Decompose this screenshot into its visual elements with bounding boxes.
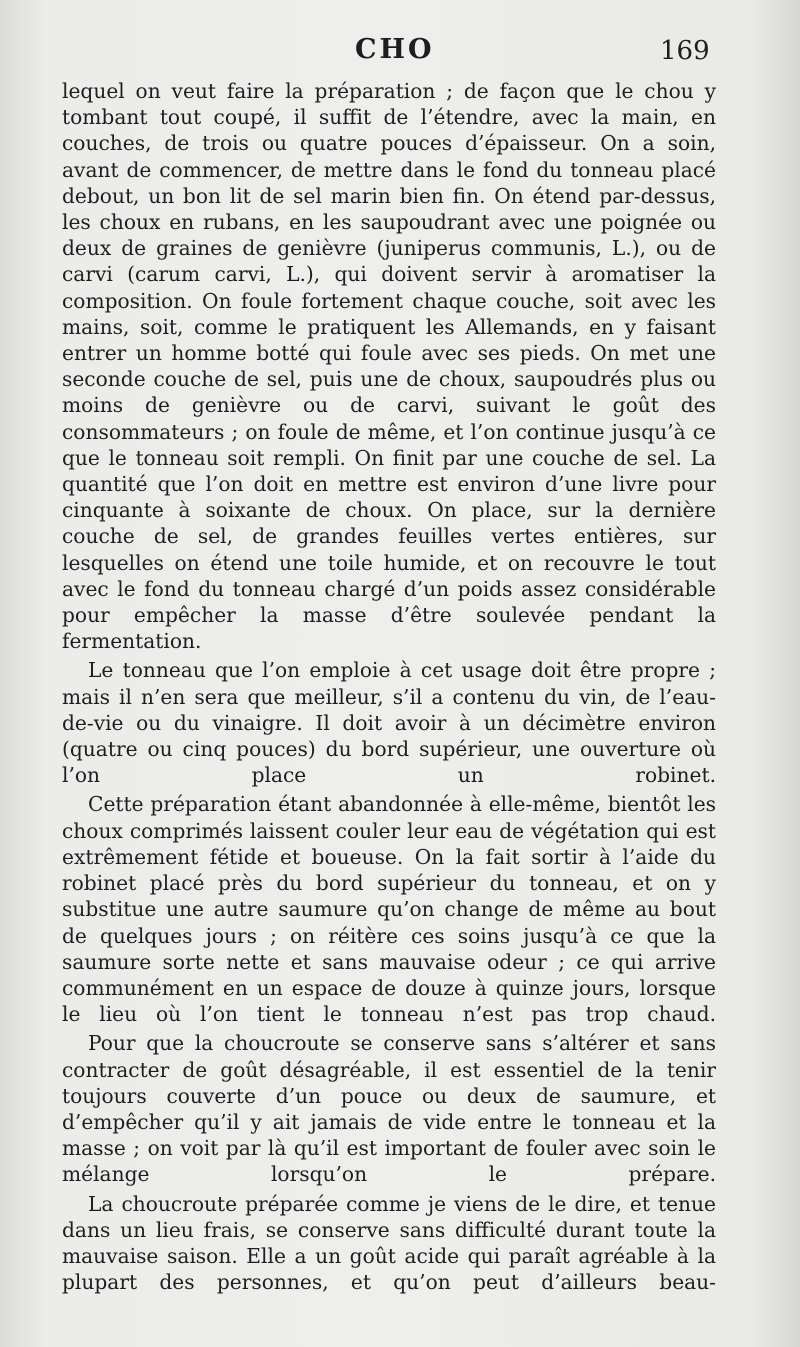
- page-number: 169: [660, 36, 710, 66]
- paragraph-continued: lequel on veut faire la préparation ; de façon que le chou y tombant tout coupé, il suffit de l’étendre, avec la main, en couches, de trois ou quatre pouces d’épaisseur. On a soin, avant de commencer, de mettre dans le fond du tonneau placé debout, un bon lit de sel marin bien fin. On étend par-dessus, les choux en rubans, en les saupoudrant avec une poignée ou deux de graines de genièvre (juniperus communis, L.), ou de carvi (carum carvi, L.), qui doivent servir à aromatiser la composition. On foule fortement chaque couche, soit avec les mains, soit, comme le pratiquent les Allemands, en y faisant entrer un homme botté qui foule avec ses pieds. On met une seconde couche de sel, puis une de choux, saupoudrés plus ou moins de genièvre ou de carvi, suivant le goût des consommateurs ; on foule de même, et l’on continue jusqu’à ce que le tonneau soit rempli. On finit par une couche de sel. La quantité que l’on doit en mettre est environ d’une livre pour cinquante à soixante de choux. On place, sur la dernière couche de sel, de grandes feuilles vertes entières, sur lesquelles on étend une toile humide, et on recouvre le tout avec le fond du tonneau chargé d’un poids assez considérable pour empêcher la masse d’être soulevée pendant la fermentation.: [62, 79, 716, 654]
- page-body: [62, 78, 716, 1295]
- paragraph-conservation: Pour que la choucroute se conserve sans s’altérer et sans contracter de goût désagréable, il est essentiel de la tenir toujours couverte d’un pouce ou deux de saumure, et d’empêcher qu’il y ait jamais de vide entre le tonneau et la masse ; on voit par là qu’il est important de fouler avec soin le mélange lorsqu’on le prépare.: [62, 1031, 716, 1187]
- running-head: [0, 34, 800, 74]
- paragraph-barrel: Le tonneau que l’on emploie à cet usage doit être propre ; mais il n’en sera que meilleur, s’il a contenu du vin, de l’eau-de-vie ou du vinaigre. Il doit avoir à un décimètre environ (quatre ou cinq pouces) du bord supérieur, une ouverture où l’on place un robinet.: [62, 658, 716, 788]
- paragraph-storage: La choucroute préparée comme je viens de le dire, et tenue dans un lieu frais, se conserve sans difficulté durant toute la mauvaise saison. Elle a un goût acide qui paraît agréable à la plupart des personnes, et qu’on peut d’ailleurs beau-: [62, 1191, 716, 1295]
- paragraph-brine: Cette préparation étant abandonnée à elle-même, bientôt les choux comprimés laissent couler leur eau de végétation qui est extrêmement fétide et boueuse. On la fait sortir à l’aide du robinet placé près du bord supérieur du tonneau, et on y substitue une autre saumure qu’on change de même au bout de quelques jours ; on réitère ces soins jusqu’à ce que la saumure sorte nette et sans mauvaise odeur ; ce qui arrive communément en un espace de douze à quinze jours, lorsque le lieu où l’on tient le tonneau n’est pas trop chaud.: [62, 792, 716, 1027]
- running-title: CHO: [355, 34, 435, 65]
